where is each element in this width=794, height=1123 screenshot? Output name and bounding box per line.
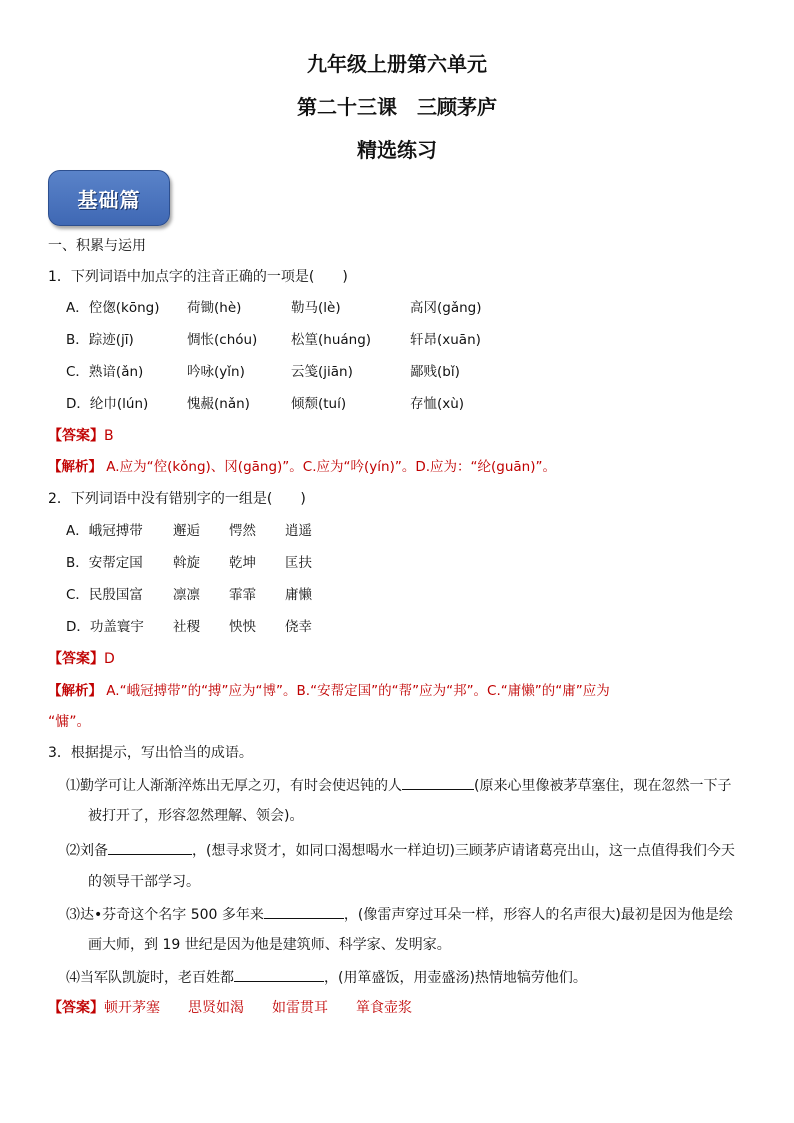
- q1-option-d-4: 存恤(xù): [410, 396, 465, 412]
- q1-option-b-3: 松篁(huáng): [291, 332, 372, 348]
- q3-blank-4[interactable]: [234, 967, 324, 982]
- q1-analysis: [48, 457, 556, 477]
- answer-value: B: [104, 428, 114, 444]
- q3-item-4-hint: ，(用箪盛饭，用壶盛汤)热情地犒劳他们。: [324, 970, 587, 986]
- q3-blank-3[interactable]: [264, 904, 344, 919]
- q3-item-3-text: ⑶达•芬奇这个名字 500 多年来: [66, 907, 264, 923]
- q2-option-d: D．功盖寰宇: [66, 619, 144, 635]
- q1-option-d-3: 倾颓(tuí): [291, 396, 347, 412]
- section-badge-label: 基础篇: [77, 187, 141, 212]
- q2-option-c-4: 庸懒: [285, 587, 312, 603]
- question-1-stem: 1．下列词语中加点字的注音正确的一项是( ): [48, 269, 348, 285]
- q3-item-1-text: ⑴勤学可让人渐渐淬炼出无厚之刃，有时会使迟钝的人: [66, 778, 402, 794]
- answer-idiom-2: 思贤如渴: [188, 1000, 244, 1016]
- q3-item-3-hint: ，(像雷声穿过耳朵一样，形容人的名声很大)最初是因为他是绘: [343, 907, 733, 923]
- question-3-stem: 3．根据提示，写出恰当的成语。: [48, 745, 253, 761]
- q1-option-b-2: 惆怅(chóu): [187, 332, 258, 348]
- answer-label: 【答案】: [48, 1000, 104, 1016]
- answer-value: D: [104, 651, 115, 667]
- q2-option-a-3: 愕然: [229, 523, 256, 539]
- q1-option-a-4: 高冈(gǎng): [410, 300, 482, 316]
- q3-item-2-text: ⑵刘备: [66, 843, 108, 859]
- q1-option-a-3: 勒马(lè): [291, 300, 341, 316]
- document-title: 九年级上册第六单元: [307, 52, 487, 76]
- q2-option-b-4: 匡扶: [285, 555, 312, 571]
- q1-option-c-2: 吟咏(yǐn): [187, 364, 245, 380]
- q1-option-a: A．倥偬(kōng): [66, 300, 160, 316]
- q1-option-c-4: 鄙贱(bǐ): [410, 364, 460, 380]
- q1-option-b: B．踪迹(jī): [66, 332, 134, 348]
- q2-option-d-3: 怏怏: [229, 619, 256, 635]
- q3-item-1: [66, 775, 731, 796]
- q1-option-a-2: 荷锄(hè): [187, 300, 242, 316]
- q1-answer: [48, 426, 114, 446]
- analysis-text: A.“峨冠搏带”的“搏”应为“博”。B.“安帮定国”的“帮”应为“邦”。C.“庸懒”的“庸”应为: [102, 683, 610, 699]
- q3-blank-1[interactable]: [402, 775, 474, 790]
- analysis-label: 【解析】: [48, 459, 102, 475]
- section-heading: 一、积累与运用: [48, 238, 146, 254]
- answer-label: 【答案】: [48, 651, 104, 667]
- question-2-stem: 2．下列词语中没有错别字的一组是( ): [48, 491, 306, 507]
- q2-option-a-2: 邂逅: [173, 523, 200, 539]
- answer-idiom-4: 箪食壶浆: [356, 1000, 412, 1016]
- section-badge: [48, 170, 170, 226]
- answer-label: 【答案】: [48, 428, 104, 444]
- q2-option-b: B．安帮定国: [66, 555, 143, 571]
- q3-blank-2[interactable]: [108, 840, 192, 855]
- q1-option-c: C．熟谙(ǎn): [66, 364, 144, 380]
- q3-item-3: [66, 904, 733, 925]
- q2-option-c-2: 凛凛: [173, 587, 200, 603]
- q2-analysis-continued: “慵”。: [48, 714, 91, 730]
- q1-option-b-4: 轩昂(xuān): [410, 332, 481, 348]
- q3-item-1-cont: 被打开了，形容忽然理解、领会)。: [88, 808, 304, 824]
- q3-item-3-cont: 画大师，到 19 世纪是因为他是建筑师、科学家、发明家。: [88, 937, 451, 953]
- q3-item-2-hint: ，(想寻求贤才，如同口渴想喝水一样迫切)三顾茅庐请诸葛亮出山，这一点值得我们今天: [192, 843, 735, 859]
- q2-option-a-4: 逍遥: [285, 523, 312, 539]
- q1-option-d: D．纶巾(lún): [66, 396, 149, 412]
- q2-option-d-2: 社稷: [173, 619, 200, 635]
- q3-item-4: [66, 967, 587, 988]
- analysis-label: 【解析】: [48, 683, 102, 699]
- q2-analysis: [48, 681, 610, 701]
- q3-item-2: [66, 840, 735, 861]
- exercise-title: 精选练习: [357, 138, 437, 162]
- q2-option-a: A．峨冠搏带: [66, 523, 143, 539]
- q3-answer: [48, 998, 412, 1018]
- q2-option-d-4: 侥幸: [285, 619, 312, 635]
- q2-option-b-2: 斡旋: [173, 555, 200, 571]
- q3-item-2-cont: 的领导干部学习。: [88, 874, 200, 890]
- answer-idiom-3: 如雷贯耳: [272, 1000, 328, 1016]
- q1-option-d-2: 愧赧(nǎn): [187, 396, 250, 412]
- analysis-text: A.应为“倥(kǒng)、冈(gāng)”。C.应为“吟(yín)”。D.应为：“纶(guān)”。: [102, 459, 557, 475]
- q3-item-1-hint: (原来心里像被茅草塞住，现在忽然一下子: [474, 778, 732, 794]
- q3-item-4-text: ⑷当军队凯旋时，老百姓都: [66, 970, 234, 986]
- q2-option-b-3: 乾坤: [229, 555, 256, 571]
- q2-option-c: C．民殷国富: [66, 587, 143, 603]
- q1-option-c-3: 云笺(jiān): [291, 364, 353, 380]
- q2-option-c-3: 霏霏: [229, 587, 256, 603]
- lesson-title: 第二十三课 三顾茅庐: [297, 95, 497, 119]
- answer-idiom-1: 顿开茅塞: [104, 1000, 160, 1016]
- q2-answer: [48, 649, 115, 669]
